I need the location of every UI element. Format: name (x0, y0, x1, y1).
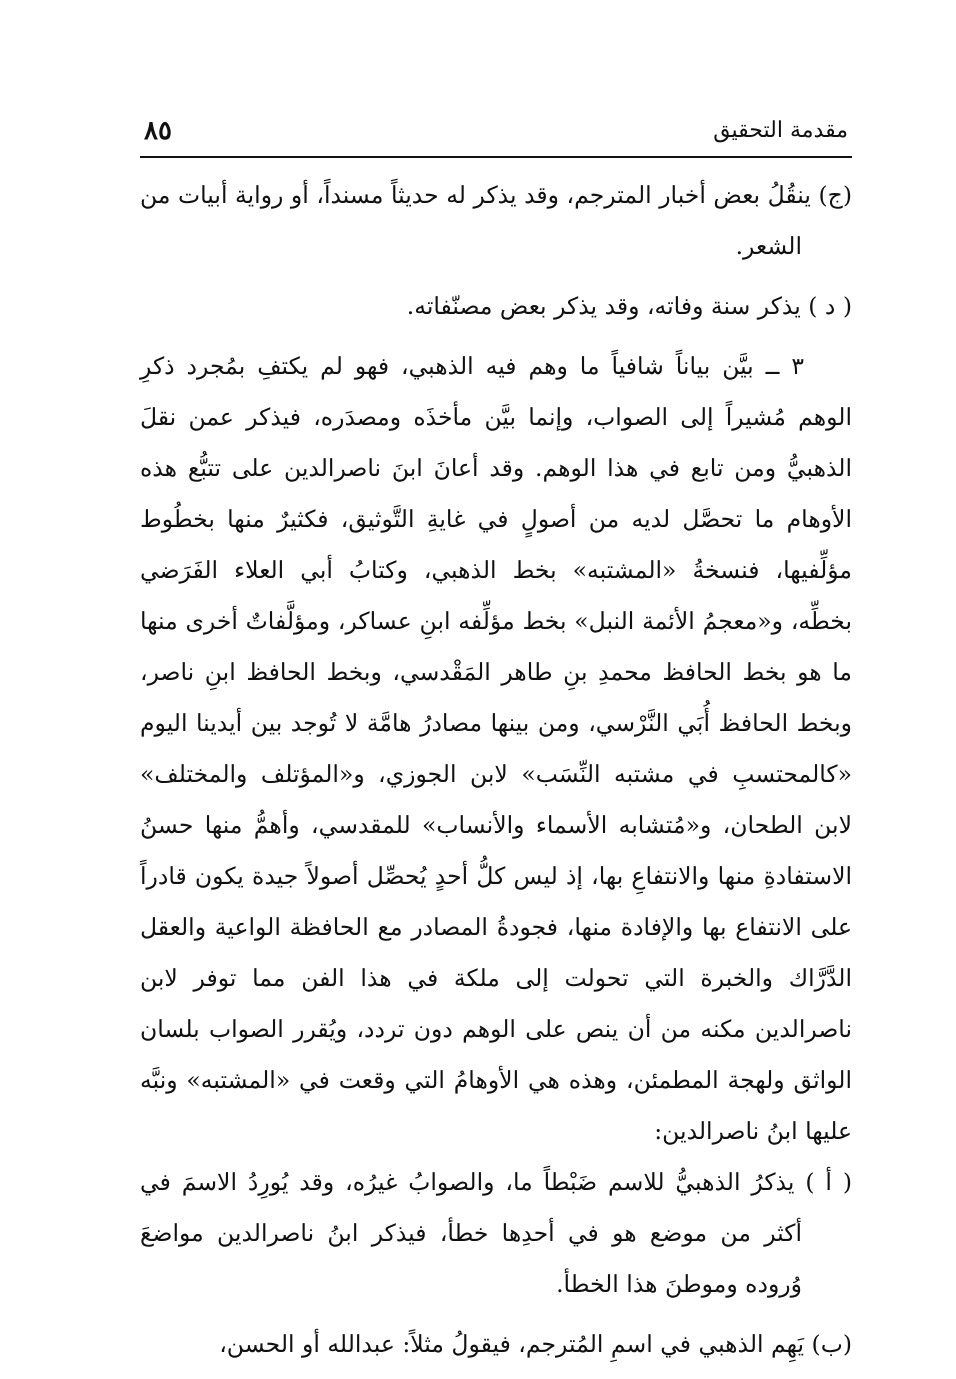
page-body (140, 170, 852, 1370)
paragraph-item-alif: ( أ ) يذكرُ الذهبيُّ للاسم ضَبْطاً ما، والصوابُ غيرُه، وقد يُورِدُ الاسمَ في أكثر من موضع هو في أحدِها خطأ، فيذكر ابنُ ناصرالدين مواضعَ وُروده وموطنَ هذا الخطأ. (140, 1168, 852, 1298)
paragraph-point-3: ٣ ــ بيَّن بياناً شافياً ما وهم فيه الذهبي، فهو لم يكتفِ بمُجرد ذكرِ الوهم مُشيراً إلى الصواب، وإنما بيَّن مأخذَه ومصدَره، فيذكر عمن نقلَ الذهبيُّ ومن تابع في هذا الوهم. وقد أعانَ ابنَ ناصرالدين على تتبُّع هذه الأوهام ما تحصَّل لديه من أصولٍ في غايةِ التَّوثيق، فكثيرٌ منها بخطُوط مؤلِّفيها، فنسخةُ «المشتبه» بخط الذهبي، وكتابُ أبي العلاء الفَرَضي بخطِّه، و«معجمُ الأئمة النبل» بخط مؤلِّفه ابنِ عساكر، ومؤلَّفاتٌ أخرى منها ما هو بخط الحافظ محمدِ بنِ طاهر المَقْدسي، وبخط الحافظ ابنِ ناصر، وبخط الحافظ أُبَي النَّرْسي، ومن بينها مصادرُ هامَّة لا تُوجد بين أيدينا اليوم «كالمحتسبِ في مشتبه النِّسَب» لابن الجوزي، و«المؤتلف والمختلف» لابن الطحان، و«مُتشابه الأسماء والأنساب» للمقدسي، وأهمُّ منها حسنُ الاستفادةِ منها والانتفاعِ بها، إذ ليس كلُّ أحدٍ يُحصِّل أصولاً جيدة يكون قادراً على الانتفاع بها والإفادة منها، فجودةُ المصادر مع الحافظة الواعية والعقل الدَّرَّاك والخبرة التي تحولت إلى ملكة في هذا الفن مما توفر لابن ناصرالدين مكنه من أن ينص على الوهم دون تردد، ويُقرر الصواب بلسان الواثق ولهجة المطمئن، وهذه هي الأوهامُ التي وقعت في «المشتبه» ونبَّه عليها ابنُ ناصرالدين: (140, 352, 852, 1145)
page-number: ٨٥ (144, 116, 172, 146)
running-header (140, 112, 852, 158)
paragraph-item-dal: ( د ) يذكر سنة وفاته، وقد يذكر بعض مصنّفاته. (406, 292, 852, 320)
header-title: مقدمة التحقيق (713, 118, 848, 143)
paragraph-item-jim: (ج) ينقُلُ بعض أخبار المترجم، وقد يذكر له حديثاً مسنداً، أو رواية أبيات من الشعر. (140, 181, 852, 260)
paragraph-item-ba: (ب) يَهِم الذهبي في اسمِ المُترجم، فيقولُ مثلاً: عبدالله أو الحسن، (219, 1330, 852, 1358)
